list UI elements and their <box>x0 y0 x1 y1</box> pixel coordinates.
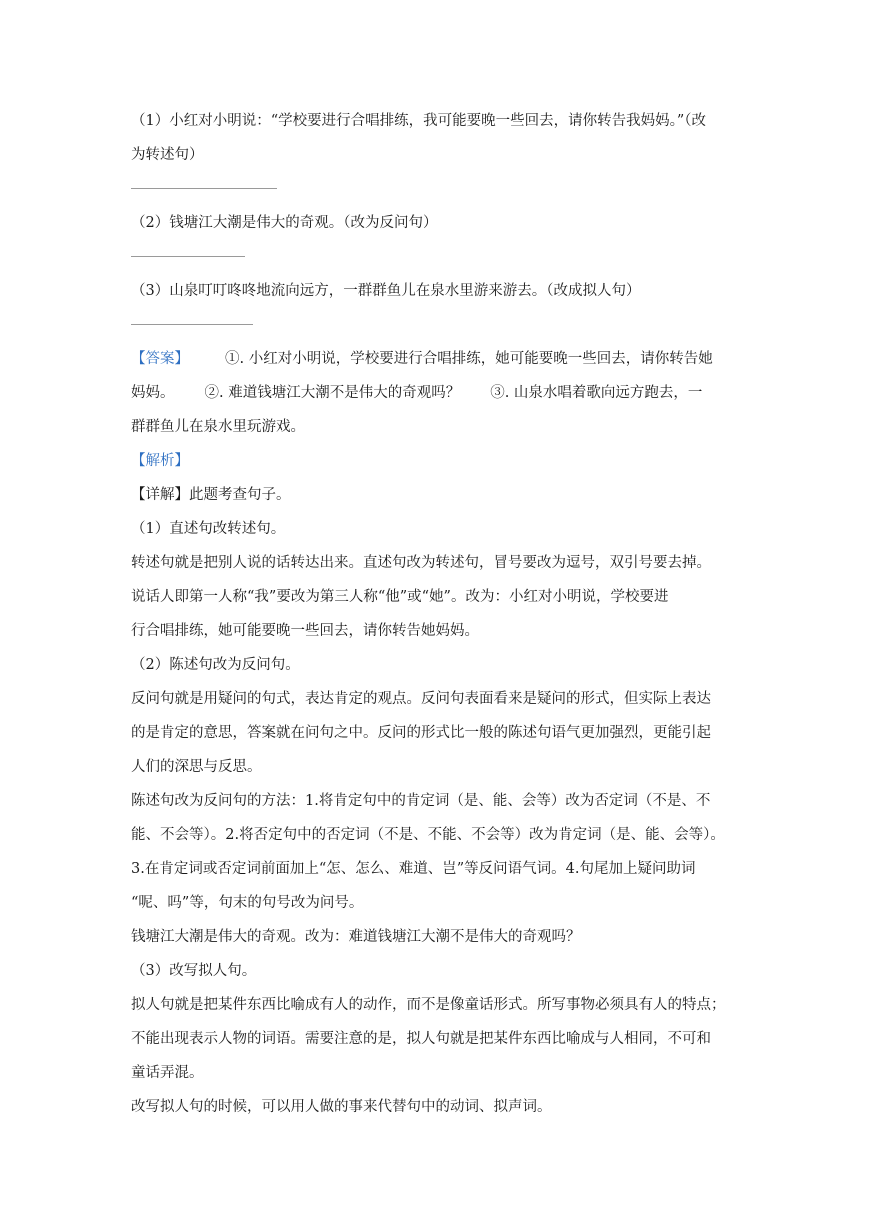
answer-text-2b: ②. 难道钱塘江大潮不是伟大的奇观吗？ <box>204 385 461 401</box>
answer-line-3: 群群鱼儿在泉水里玩游戏。 <box>131 419 305 435</box>
answer-line-2 <box>131 376 743 410</box>
section-3-para1-line: 拟人句就是把某件东西比喻成有人的动作，而不是像童话形式。所写事物必须具有人的特点； <box>131 997 726 1013</box>
section-1-line: 说话人即第一人称“我”要改为第三人称“他”或“她”。改为：小红对小明说，学校要进 <box>131 589 669 605</box>
answer-blank-2 <box>131 256 245 257</box>
detail-text: 此题考查句子。 <box>189 487 291 503</box>
section-2-para2-line: 陈述句改为反问句的方法：1.将肯定句中的肯定词（是、能、会等）改为否定词（不是、不 <box>131 793 711 809</box>
document-page <box>131 104 743 1124</box>
section-2-para2-line: 能、不会等）。2.将否定句中的否定词（不是、不能、不会等）改为肯定词（是、能、会等）。 <box>131 827 725 843</box>
answer-tag: 【答案】 <box>131 351 189 367</box>
detail-label: 【详解】 <box>131 487 189 503</box>
section-1-line: 行合唱排练，她可能要晚一些回去，请你转告她妈妈。 <box>131 623 479 639</box>
question-2-line-1: （2）钱塘江大潮是伟大的奇观。（改为反问句） <box>131 215 438 231</box>
answer-text-2c: ③. 山泉水唱着歌向远方跑去，一 <box>490 385 703 401</box>
section-2-para2-line: “呢、吗”等，句末的句号改为问号。 <box>131 895 364 911</box>
section-2-para1-line: 人们的深思与反思。 <box>131 759 262 775</box>
answer-blank-1 <box>131 188 277 189</box>
answer-line-1 <box>131 342 743 376</box>
section-2-para1-line: 反问句就是用疑问的句式，表达肯定的观点。反问句表面看来是疑问的形式，但实际上表达 <box>131 691 711 707</box>
section-3-para1-line: 不能出现表示人物的词语。需要注意的是，拟人句就是把某件东西比喻成与人相同，不可和 <box>131 1031 711 1047</box>
analysis-tag: 【解析】 <box>131 453 189 469</box>
section-2-title: （2）陈述句改为反问句。 <box>131 657 300 673</box>
section-3-title: （3）改写拟人句。 <box>131 963 257 979</box>
section-1-line: 转述句就是把别人说的话转达出来。直述句改为转述句，冒号要改为逗号，双引号要去掉。 <box>131 555 711 571</box>
section-2-para1-line: 的是肯定的意思，答案就在问句之中。反问的形式比一般的陈述句语气更加强烈，更能引起 <box>131 725 711 741</box>
section-2-para2-line: 3.在肯定词或否定词前面加上“怎、怎么、难道、岂”等反问语气词。4.句尾加上疑问助词 <box>131 861 696 877</box>
answer-blank-3 <box>131 324 253 325</box>
answer-text-2a: 妈妈。 <box>131 385 175 401</box>
section-1-title: （1）直述句改转述句。 <box>131 521 286 537</box>
answer-text-1a: ①. 小红对小明说，学校要进行合唱排练，她可能要晚一些回去，请你转告她 <box>225 351 713 367</box>
section-3-para2: 改写拟人句的时候，可以用人做的事来代替句中的动词、拟声词。 <box>131 1099 552 1115</box>
section-2-para3: 钱塘江大潮是伟大的奇观。改为：难道钱塘江大潮不是伟大的奇观吗？ <box>131 929 581 945</box>
question-1-line-1: （1）小红对小明说：“学校要进行合唱排练，我可能要晚一些回去，请你转告我妈妈。”（改 <box>131 113 707 129</box>
section-3-para1-line: 童话弄混。 <box>131 1065 204 1081</box>
question-1-line-2: 为转述句） <box>131 147 204 163</box>
question-3-line-1: （3）山泉叮叮咚咚地流向远方，一群群鱼儿在泉水里游来游去。（改成拟人句） <box>131 283 641 299</box>
detail-line <box>131 478 743 512</box>
